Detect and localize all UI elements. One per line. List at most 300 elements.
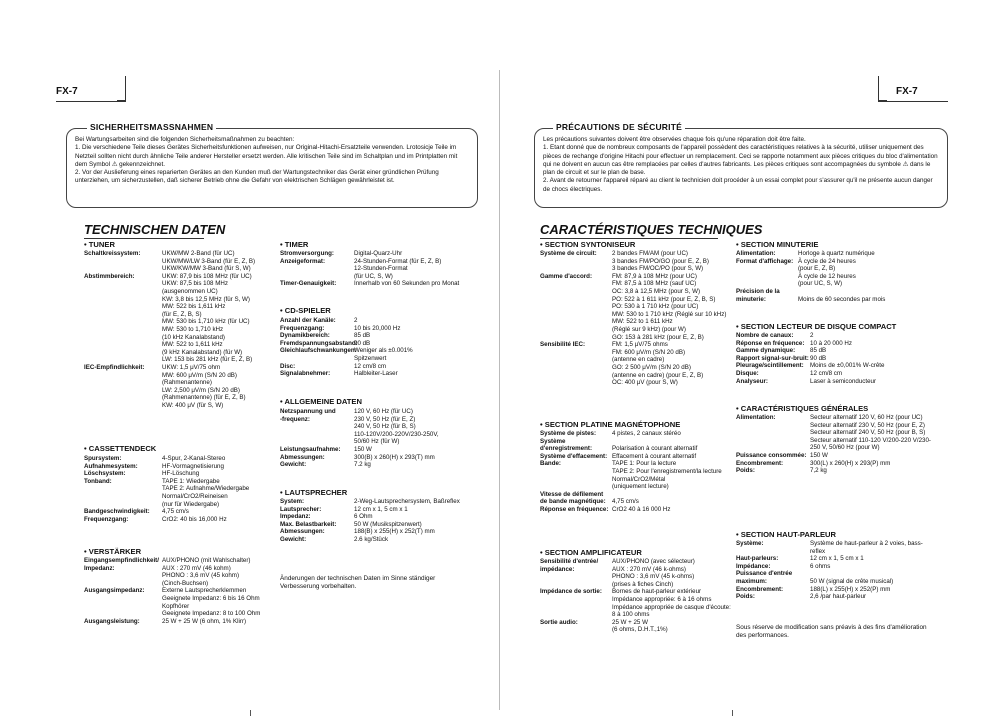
spec-table-speaker [280, 498, 476, 544]
spec-value: 90 dB [354, 339, 371, 347]
spec-value: (antenne en cadre) [612, 356, 665, 364]
spec-row [540, 356, 732, 364]
spec-value: 300(L) x 260(H) x 293(P) mm [810, 459, 891, 467]
spec-value [810, 570, 936, 578]
spec-row [84, 318, 276, 326]
spec-row [736, 460, 936, 468]
spec-label [540, 379, 612, 387]
spec-value: 10 bis 20,000 Hz [354, 324, 401, 332]
spec-row [736, 540, 936, 555]
spec-value: 12 cm/8 cm [810, 369, 842, 377]
spec-value: UKW: 1,5 μV/75 ohm [162, 363, 221, 371]
spec-value: Spitzenwert [354, 354, 387, 362]
spec-row [84, 508, 276, 516]
spec-row [736, 258, 936, 266]
spec-label [736, 273, 798, 281]
spec-value: FM: 1,5 μV/75 ohms [612, 341, 668, 349]
spec-value: Horloge à quartz numérique [798, 250, 875, 257]
spec-value: Moins de ±0,001% W-crête [810, 362, 885, 370]
spec-row [736, 422, 936, 430]
spec-row [84, 326, 276, 334]
spec-value: AUX/PHONO (mit Wahlschalter) [162, 557, 251, 564]
spec-label [540, 326, 612, 334]
spec-value: 2 [810, 332, 814, 339]
spec-value: GO: 153 à 281 kHz (pour E, Z, B) [612, 333, 704, 341]
spec-value: Secteur alternatif 120 V, 60 Hz (pour UC) [810, 414, 923, 421]
spec-row [540, 372, 732, 380]
spec-row [540, 288, 732, 296]
spec-row [280, 454, 476, 462]
spec-label [280, 273, 354, 281]
spec-value: Impédance appropriée de casque d'écoute: 8 à 100 ohms [612, 603, 731, 619]
spec-row [84, 387, 276, 395]
title-rule [84, 238, 204, 239]
spec-label: Tonband: [84, 477, 112, 485]
spec-value: 50 W (Musikspitzenwert) [354, 520, 422, 528]
header-underline [56, 101, 126, 102]
spec-value: 2-Weg-Lautsprechersystem, Baßreflex [354, 498, 460, 505]
spec-label: Frequenzgang: [280, 324, 325, 332]
spec-label: Format d'affichage: [736, 257, 794, 265]
spec-value: CrO2 40 à 16 000 Hz [612, 505, 671, 513]
spec-row [540, 303, 732, 311]
spec-label [280, 423, 354, 431]
spec-value: (für UC, S, W) [354, 272, 393, 280]
spec-row [736, 355, 936, 363]
spec-row [540, 558, 732, 566]
spec-value: (9 kHz Kanalabstand) (für W) [162, 348, 243, 356]
spec-label: Encombrement: [736, 459, 784, 467]
spec-label: Système d'effacement: [540, 452, 608, 460]
spec-value: LW: 153 bis 281 kHz (für E, Z, B) [162, 356, 253, 364]
spec-row [736, 370, 936, 378]
spec-value: (ausgenommen UC) [162, 287, 218, 295]
spec-label [84, 334, 162, 342]
spec-label [84, 485, 162, 493]
spec-label: d'enregistrement: [540, 445, 593, 453]
spec-value: 85 dB [354, 332, 371, 340]
spec-row [280, 528, 476, 536]
spec-value: 120 V, 60 Hz (für UC) [354, 408, 413, 415]
spec-value: Externe Lautsprecherklemmen [162, 587, 247, 595]
spec-value: 7.2 kg [354, 461, 371, 469]
spec-label: impédance: [540, 565, 575, 573]
spec-label [540, 596, 612, 604]
spec-label: Impedanz: [280, 513, 311, 521]
header-corner-mark [878, 76, 887, 101]
spec-label: Abstimmbereich: [84, 272, 135, 280]
spec-value: (10 kHz Kanalabstand) [162, 333, 225, 341]
spec-row [736, 414, 936, 422]
spec-label: Gleichlaufschwankungen: [280, 347, 357, 355]
section-heading-timer: • SECTION MINUTERIE [736, 240, 818, 249]
spec-label: Fremdspannungsabstand: [280, 339, 358, 347]
spec-row [736, 250, 936, 258]
spec-row [736, 578, 936, 586]
spec-row [280, 317, 476, 325]
spec-row [84, 349, 276, 357]
spec-row [280, 438, 476, 446]
spec-row [84, 485, 276, 493]
spec-value: 4,75 cm/s [612, 498, 639, 506]
spec-label [84, 580, 162, 588]
spec-value: Normal/CrO2/Reineisen [162, 492, 228, 500]
spec-row [84, 463, 276, 471]
spec-label [84, 610, 162, 618]
spec-row [736, 570, 936, 578]
spec-row [84, 288, 276, 296]
section-heading-amplifier: • SECTION AMPLIFICATEUR [540, 548, 642, 557]
spec-label [540, 604, 612, 619]
spec-label: Réponse en fréquence: [540, 505, 609, 513]
spec-value: 150 W [810, 451, 828, 459]
spec-value: TAPE 2: Aufnahme/Wiedergabe [162, 485, 250, 493]
spec-value: HF-Löschung [162, 470, 200, 478]
spec-row [84, 587, 276, 595]
spec-label [540, 356, 612, 364]
spec-row [736, 288, 936, 296]
spec-row [736, 452, 936, 460]
page-edge-mark [250, 710, 251, 716]
spec-row [84, 280, 276, 288]
spec-value: Kopfhörer [162, 602, 190, 610]
spec-label: Sensibilité IEC: [540, 341, 586, 349]
spec-value: OC: 400 μV (pour S, W) [612, 379, 678, 387]
safety-title: SICHERHEITSMASSNAHMEN [87, 123, 216, 131]
spec-value: UKW: 87,9 bis 108 MHz (für UC) [162, 272, 252, 280]
safety-item-1: 1. Die verschiedene Teile dieses Gerätes Sicherheitsfunktionen aufweisen, nur Original-Hitachi-Ersatzteile verwenden. Lrotosicje Teile im Netzteil sollten nicht durch ähnliche Teile anderer Hersteller ersetzt werden. Alle kritischen Teile sind im Schaltplan und im Printplatten mit dem Symbol ⚠ gekennzeichnet. [75, 144, 458, 168]
spec-value: TAPE 1: Pour la lecture [612, 460, 677, 468]
spec-label [84, 318, 162, 326]
spec-row [280, 431, 476, 439]
spec-value: Weniger als ±0.001% [354, 347, 413, 355]
spec-row [540, 430, 732, 438]
spec-row [84, 610, 276, 618]
model-label: FX-7 [56, 86, 78, 97]
spec-row [84, 311, 276, 319]
spec-value: 25 W + 25 W [612, 618, 648, 626]
spec-value: (pour E, Z, B) [798, 265, 836, 273]
spec-label: Bandgeschwindigkeit: [84, 508, 150, 516]
spec-table-cassette [540, 430, 732, 514]
spec-value: 188(B) x 255(H) x 252(T) mm [354, 528, 435, 536]
spec-row [84, 265, 276, 273]
spec-table-general [736, 414, 936, 475]
spec-row [280, 332, 476, 340]
spec-label: Impédance: [736, 562, 771, 570]
spec-value: AUX : 270 mV (46 kohm) [162, 564, 231, 572]
spec-value: À cycle de 24 heures [798, 257, 856, 265]
spec-label: Leistungsaufnahme: [280, 445, 341, 453]
spec-value: 4-Spur, 2-Kanal-Stereo [162, 455, 226, 462]
spec-label [540, 476, 612, 484]
spec-row [540, 588, 732, 596]
spec-label: Ausgangsimpedanz: [84, 587, 145, 595]
section-heading-speaker: • LAUTSPRECHER [280, 488, 347, 497]
safety-item-1: 1. Etant donné que de nombreux composants de l'appareil possèdent des caractéristiques relatives à la sécurité, utiliser uniquement des pièces de rechange d'origine Hitachi pour effectuer un remplacement. Ceci se rapporte notamment aux pièces critiques du bloc d'alimentation qui ne doivent en aucun cas être remplacées par celles d'autres fabricants. Les pièces critiques sont accompagnées du symbole ⚠ dans le plan de circuit et sur le plan de base. [543, 144, 938, 177]
spec-label [540, 349, 612, 357]
spec-value: 50/60 Hz (für W) [354, 438, 400, 446]
right-page-french [500, 0, 1002, 719]
spec-row [540, 498, 732, 506]
spec-label [736, 265, 798, 273]
spec-table-timer [280, 250, 476, 288]
spec-row [84, 572, 276, 580]
spec-value: Innerhalb von 60 Sekunden pro Monat [354, 280, 460, 288]
spec-value: Secteur alternatif 230 V, 50 Hz (pour E, Z) [810, 421, 925, 429]
spec-label: maximum: [736, 577, 767, 585]
spec-table-cassette [84, 455, 276, 523]
spec-value: KW: 3,8 bis 12,5 MHz (für S, W) [162, 295, 250, 303]
safety-intro: Les précautions suivantes doivent être observées chaque fois qu'une réparation doit être faite. [543, 136, 806, 143]
spec-label [280, 265, 354, 273]
spec-row [280, 521, 476, 529]
spec-row [84, 341, 276, 349]
spec-row [280, 265, 476, 273]
spec-row [736, 437, 936, 452]
spec-row [540, 626, 732, 634]
spec-label: Gewicht: [280, 535, 307, 543]
spec-value: Halbleiter-Laser [354, 370, 398, 378]
spec-value: FM: 87,9 à 108 MHz (pour UC) [612, 272, 697, 280]
title-rule [540, 238, 718, 239]
spec-row [84, 258, 276, 266]
spec-label: Vitesse de défilement [540, 490, 604, 498]
spec-label [540, 483, 612, 491]
spec-change-note: Änderungen der technischen Daten im Sinne ständiger Verbesserung vorbehalten. [280, 575, 436, 590]
spec-row [280, 416, 476, 424]
spec-row [280, 340, 476, 348]
spec-label [736, 422, 810, 430]
spec-label: Gamme d'accord: [540, 272, 593, 280]
spec-row [540, 280, 732, 288]
spec-label [84, 258, 162, 266]
spec-row [736, 378, 936, 386]
spec-label [84, 379, 162, 387]
spec-row [736, 347, 936, 355]
spec-value: (Réglé sur 9 kHz) (pour W) [612, 325, 686, 333]
spec-row [736, 296, 936, 304]
spec-value: 12-Stunden-Format [354, 265, 408, 273]
spec-value: Effacement à courant alternatif [612, 452, 697, 460]
spec-label: Réponse en fréquence: [736, 339, 805, 347]
spec-label [540, 280, 612, 288]
spec-label [84, 265, 162, 273]
safety-notice-box [66, 122, 478, 208]
model-label: FX-7 [896, 86, 918, 97]
spec-value: 2 bandes FM/AM (pour UC) [612, 250, 688, 257]
spec-value: 2 [354, 317, 358, 324]
spec-row [540, 364, 732, 372]
spec-value: 2,6 /par haut-parleur [810, 593, 867, 601]
spec-row [540, 476, 732, 484]
spec-value: Bornes de haut-parleur extérieur [612, 588, 702, 596]
spec-label: Disc: [280, 362, 296, 370]
spec-value: (uniquement lecture) [612, 483, 669, 491]
spec-value: 188(L) x 255(H) x 252(P) mm [810, 585, 891, 593]
spec-row [540, 604, 732, 619]
spec-label: Sortie audio: [540, 618, 578, 626]
spec-row [280, 370, 476, 378]
spec-row [736, 280, 936, 288]
section-heading-timer: • TIMER [280, 240, 308, 249]
spec-row [84, 356, 276, 364]
spec-row [540, 453, 732, 461]
spec-label: Eingangsempfindlichkeit/ [84, 557, 159, 564]
spec-table-speaker [736, 540, 936, 601]
spec-row [540, 491, 732, 499]
spec-row [540, 483, 732, 491]
safety-intro: Bei Wartungsarbeiten sind die folgenden Sicherheitsmaßnahmen zu beachten: [75, 136, 295, 143]
spec-label [540, 318, 612, 326]
spec-label: Netzspannung und [280, 408, 336, 415]
spec-row [736, 273, 936, 281]
spec-row [280, 408, 476, 416]
spec-row [280, 258, 476, 266]
spec-label [84, 280, 162, 288]
spec-label [84, 402, 162, 410]
spec-label: Ausgangsleistung: [84, 617, 140, 625]
spec-label [84, 493, 162, 501]
spec-label: Impédance de sortie: [540, 588, 602, 596]
spec-table-cd-player [280, 317, 476, 378]
spec-row [280, 506, 476, 514]
spec-label: Nombre de canaux: [736, 332, 794, 339]
spec-row [736, 362, 936, 370]
spec-row [736, 586, 936, 594]
spec-value: FM: 600 μV/m (S/N 20 dB) [612, 348, 686, 356]
spec-label [540, 296, 612, 304]
spec-value: MW: 522 to 1 611 kHz [612, 318, 673, 326]
spec-label [540, 258, 612, 266]
spec-value: Normal/CrO2/Métal [612, 475, 666, 483]
spec-row [540, 460, 732, 468]
spec-label: Lautsprecher: [280, 505, 322, 513]
spec-row [84, 250, 276, 258]
spec-label: Impedanz: [84, 564, 115, 572]
spec-value: 240 V, 50 Hz (für B, S) [354, 423, 416, 431]
spec-row [84, 565, 276, 573]
spec-value: GO: 2 500 μV/m (S/N 20 dB) [612, 363, 691, 371]
spec-value: (6 ohms, D.H.T.,1%) [612, 626, 668, 634]
spec-value: MW: 522 bis 1,611 kHz [162, 303, 226, 311]
spec-value: TAPE 2: Pour l'enregistrement/la lecture [612, 467, 722, 475]
spec-label: Alimentation: [736, 414, 776, 421]
spec-row [540, 445, 732, 453]
spec-value [798, 288, 936, 296]
spec-row [84, 296, 276, 304]
spec-row [84, 372, 276, 380]
spec-value [612, 491, 732, 499]
spec-value: Impédance appropriée: 6 à 16 ohms [612, 595, 712, 603]
page-title: TECHNISCHEN DATEN [84, 222, 226, 237]
spec-row [540, 258, 732, 266]
spec-row [736, 332, 936, 340]
spec-label [540, 372, 612, 380]
spec-label [84, 356, 162, 364]
spec-label: System: [280, 498, 305, 505]
spec-row [736, 265, 936, 273]
header-underline [878, 101, 948, 102]
spec-row [280, 355, 476, 363]
spec-label: Système: [736, 540, 764, 547]
spec-table-timer [736, 250, 936, 303]
spec-row [736, 593, 936, 601]
spec-label: Bande: [540, 460, 561, 468]
spec-value: 7,2 kg [810, 467, 827, 475]
spec-row [84, 470, 276, 478]
spec-row [280, 280, 476, 288]
spec-value: À cycle de 12 heures [798, 272, 856, 280]
spec-row [540, 379, 732, 387]
spec-label: Anzahl der Kanäle: [280, 317, 336, 324]
spec-label: Stromversorgung: [280, 250, 334, 257]
spec-label [84, 501, 162, 509]
section-heading-cassette: • SECTION PLATINE MAGNÉTOPHONE [540, 420, 680, 429]
spec-value: (für E, Z, B, S) [162, 310, 202, 318]
spec-value [612, 438, 732, 446]
spec-label [540, 573, 612, 581]
spec-label [736, 280, 798, 288]
spec-label: Löschsystem: [84, 470, 126, 478]
spec-row [540, 438, 732, 446]
spec-label: minuterie: [736, 295, 766, 303]
spec-row [280, 347, 476, 355]
spec-label [84, 303, 162, 311]
spec-row [84, 303, 276, 311]
spec-table-general [280, 408, 476, 469]
section-heading-amplifier: • VERSTÄRKER [84, 547, 141, 556]
left-page-german [0, 0, 500, 719]
spec-row [540, 334, 732, 342]
spec-row [280, 423, 476, 431]
spec-row [280, 498, 476, 506]
spec-value: 300(B) x 260(H) x 293(T) mm [354, 453, 435, 461]
spec-value: 24-Stunden-Format (für E, Z, B) [354, 257, 442, 265]
spec-label: -frequenz: [280, 415, 310, 423]
spec-value: 12 cm/8 cm [354, 362, 386, 370]
spec-label: Anzeigeformat: [280, 257, 326, 265]
spec-row [84, 501, 276, 509]
spec-label: Frequenzgang: [84, 515, 129, 523]
spec-row [280, 536, 476, 544]
spec-value: Polarisation à courant alternatif [612, 445, 698, 453]
spec-row [280, 513, 476, 521]
spec-row [736, 429, 936, 437]
spec-label: Timer-Genauigkeit: [280, 280, 337, 288]
spec-value: (Rahmenantenne) (für E, Z, B) [162, 394, 246, 402]
spec-label: Disque: [736, 369, 759, 377]
spec-label [84, 603, 162, 611]
spec-label: Spursystem: [84, 455, 122, 462]
spec-row [540, 265, 732, 273]
spec-value: UKW/MW/LW 3-Band (für E, Z, B) [162, 257, 256, 265]
spec-value: 50 W (signal de crête musical) [810, 577, 894, 585]
spec-row [540, 273, 732, 281]
spec-value: (antenne en cadre) (pour E, Z, B) [612, 371, 704, 379]
spec-value: 230 V, 50 Hz (für E, Z) [354, 415, 416, 423]
spec-label: IEC-Empfindlichkeit: [84, 363, 145, 371]
section-heading-tuner: • SECTION SYNTONISEUR [540, 240, 635, 249]
spec-label [280, 431, 354, 439]
safety-title: PRÉCAUTIONS DE SÉCURITÉ [553, 123, 685, 131]
spec-label [280, 438, 354, 446]
spec-row [280, 273, 476, 281]
spec-value: 110-120V/200-220V/230-250V, [354, 430, 439, 438]
spec-label [540, 626, 612, 634]
spec-label: Abmessungen: [280, 453, 325, 461]
spec-table-tuner [84, 250, 276, 409]
